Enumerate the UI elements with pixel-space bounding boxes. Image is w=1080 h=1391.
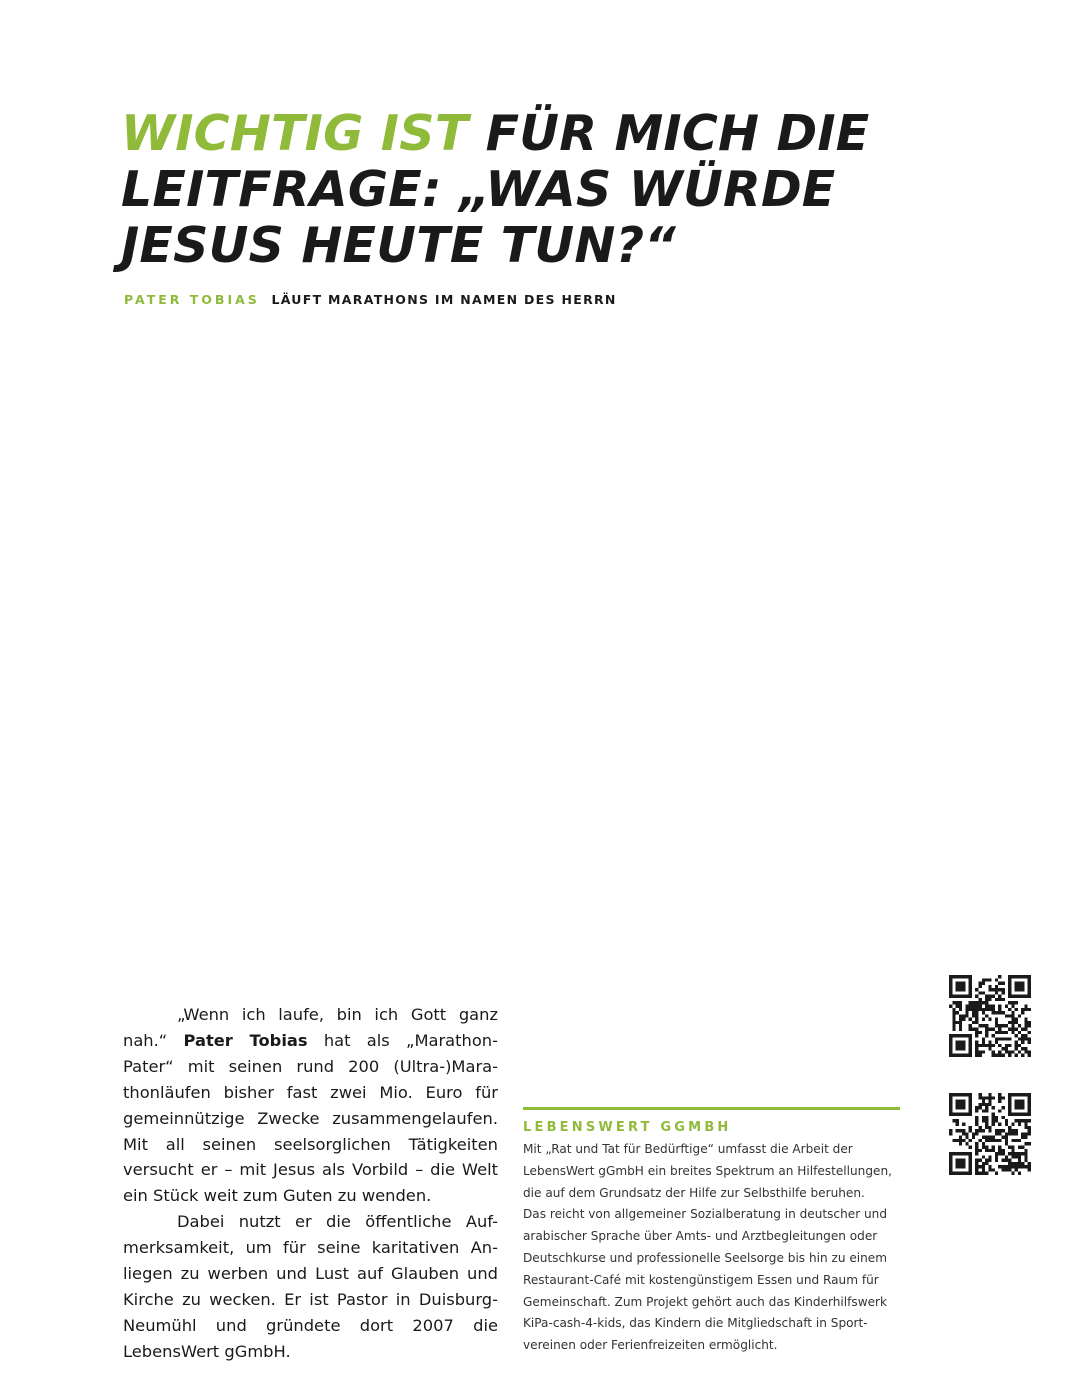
kicker [124, 292, 617, 307]
qr-code-icon[interactable] [949, 975, 1031, 1057]
body-line: Mit all seinen seelsorglichen Tätigkeiten [123, 1134, 498, 1154]
body-line: versucht er – mit Jesus als Vorbild – die Welt [123, 1160, 498, 1180]
body-line [123, 1028, 498, 1054]
info-box-line: Mit „Rat und Tat für Bedürftige“ umfasst die Arbeit der [523, 1142, 853, 1156]
headline-accent: WICHTIG IST [121, 105, 469, 162]
body-line: Pater“ mit seinen rund 200 (Ultra-)Mara- [123, 1056, 498, 1076]
body-text-segment: hat als „Marathon- [323, 1030, 498, 1050]
info-box-line: Das reicht von allgemeiner Sozialberatung in deutscher und [523, 1207, 888, 1222]
info-box-line: Deutschkurse und professionelle Seelsorge bis hin zu einem [523, 1250, 888, 1265]
headline-line1-rest: FÜR MICH DIE [485, 105, 870, 162]
article-body [123, 1002, 498, 1365]
person-name: Pater Tobias [183, 1030, 308, 1050]
headline-line3: JESUS HEUTE TUN?“ [121, 217, 676, 274]
body-line: Neumühl und gründete dort 2007 die [123, 1315, 498, 1335]
body-line: thonläufen bisher fast zwei Mio. Euro für [123, 1082, 498, 1102]
body-line: LebensWert gGmbH. [123, 1341, 291, 1361]
kicker-text: LÄUFT MARATHONS IM NAMEN DES HERRN [271, 292, 617, 307]
body-line: Dabei nutzt er die öffentliche Auf- [177, 1212, 498, 1232]
info-box-line: die auf dem Grundsatz der Hilfe zur Selbsthilfe beruhen. [523, 1185, 865, 1200]
info-box [523, 1107, 900, 1357]
info-box-line: Gemeinschaft. Zum Projekt gehört auch das Kinderhilfswerk [523, 1294, 887, 1309]
info-box-title: LEBENSWERT GGMBH [523, 1120, 732, 1135]
info-box-line: KiPa-cash-4-kids, das Kindern die Mitgliedschaft in Sport- [523, 1316, 868, 1331]
info-box-line: LebensWert gGmbH ein breites Spektrum an Hilfestellungen, [523, 1163, 892, 1178]
body-line: liegen zu werben und Lust auf Glauben und [123, 1264, 498, 1284]
kicker-name: PATER TOBIAS [124, 292, 260, 307]
body-line: ein Stück weit zum Guten zu wenden. [123, 1186, 432, 1206]
info-box-line: vereinen oder Ferienfreizeiten ermöglicht. [523, 1338, 778, 1353]
headline [121, 106, 941, 274]
body-line: merksamkeit, um für seine karitativen An- [123, 1238, 498, 1258]
body-line: „Wenn ich laufe, bin ich Gott ganz [177, 1005, 498, 1024]
info-box-text [523, 1139, 900, 1357]
body-line: gemeinnützige Zwecke zusammengelaufen. [123, 1108, 498, 1128]
info-box-line: arabischer Sprache über Amts- und Arztbegleitungen oder [523, 1229, 878, 1244]
body-line: Kirche zu wecken. Er ist Pastor in Duisburg- [123, 1289, 498, 1309]
qr-code-icon[interactable] [949, 1093, 1031, 1175]
info-box-line: Restaurant-Café mit kostengünstigem Essen und Raum für [523, 1272, 879, 1287]
body-text-segment: nah.“ [123, 1030, 168, 1050]
headline-line2: LEITFRAGE: „WAS WÜRDE [121, 161, 836, 218]
